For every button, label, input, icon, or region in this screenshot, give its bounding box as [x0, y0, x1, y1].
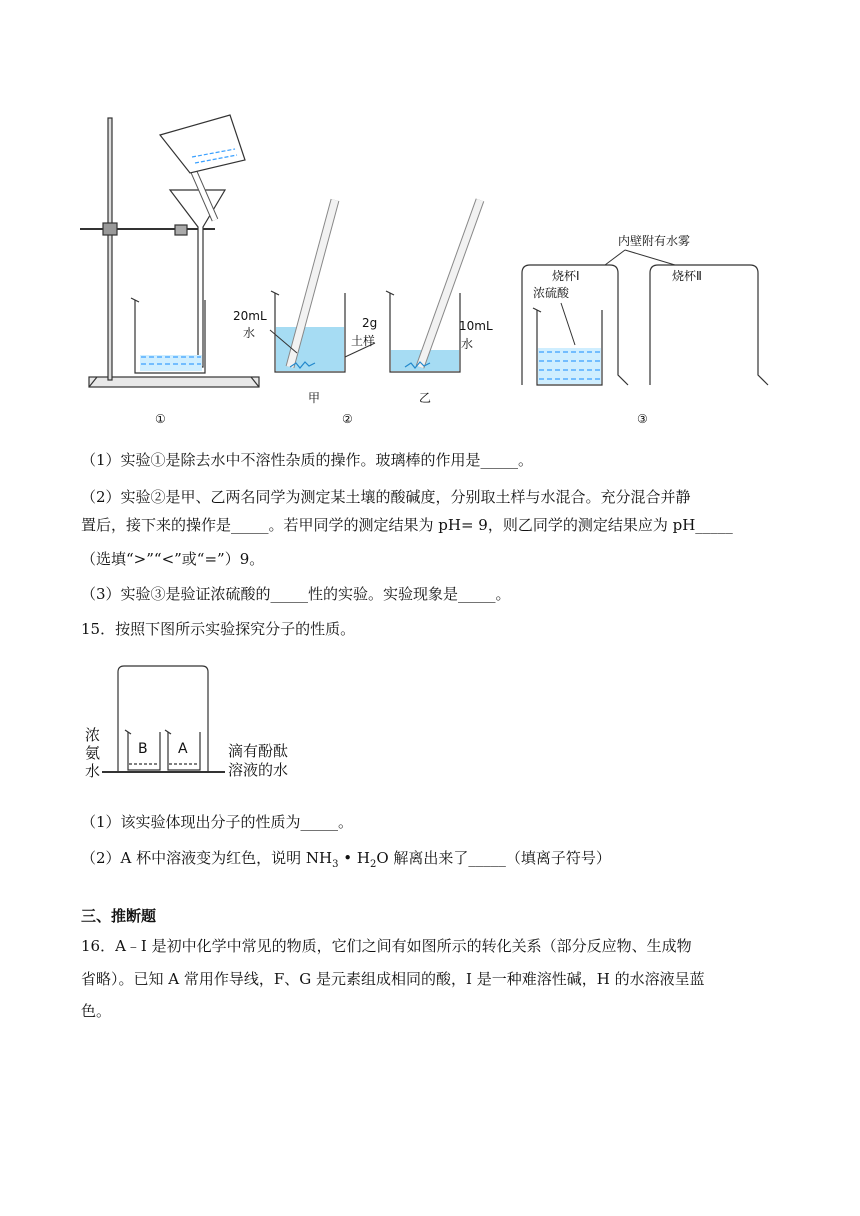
label-soil: 土样	[351, 334, 376, 348]
label-exp2: ②	[342, 412, 353, 426]
label-water10-amount: 10mL	[459, 319, 493, 333]
label-water10-unit: 水	[461, 337, 474, 351]
q15-part2-sub2: 2	[369, 859, 377, 870]
q14-part2-line2: 置后，接下来的操作是_____。若甲同学的测定结果为 pH= 9，则乙同学的测定结果应为 pH_____	[81, 516, 733, 534]
q14-part2-line3: （选填“>”“<”或“=”）9。	[81, 550, 265, 568]
q15-part2-post: O 解离出来了_____（填离子符号）	[376, 849, 611, 867]
label-mist: 内壁附有水雾	[618, 234, 691, 248]
fig2-left-char3: 水	[85, 762, 101, 780]
q16-line3: 色。	[81, 1002, 112, 1020]
q15-title: 15．按照下图所示实验探究分子的性质。	[81, 620, 356, 638]
q14-part2-line1: （2）实验②是甲、乙两名同学为测定某土壤的酸碱度，分别取土样与水混合。充分混合并静	[81, 488, 691, 506]
label-water20-unit: 水	[243, 326, 256, 340]
q15-part1: （1）该实验体现出分子的性质为_____。	[81, 813, 354, 831]
q15-part2-sub1: 3	[332, 859, 339, 870]
q16-line1: 16．A﹣I 是初中化学中常见的物质，它们之间有如图所示的转化关系（部分反应物、生成物	[81, 937, 692, 955]
fig2-left-char2: 氨	[85, 744, 101, 762]
fig2-beaker-B: B	[138, 741, 148, 757]
q14-part1: （1）实验①是除去水中不溶性杂质的操作。玻璃棒的作用是_____。	[81, 451, 534, 469]
label-beaker1: 烧杯Ⅰ	[552, 269, 580, 283]
label-beaker2: 烧杯Ⅱ	[672, 269, 702, 283]
label-water20-amount: 20mL	[233, 309, 267, 323]
fig2-right-line2: 溶液的水	[228, 761, 289, 779]
q14-part3: （3）实验③是验证浓硫酸的_____性的实验。实验现象是_____。	[81, 585, 511, 603]
experiment-figure-2	[80, 660, 310, 785]
label-exp3: ③	[637, 412, 648, 426]
label-yi: 乙	[419, 391, 432, 405]
fig2-left-char1: 浓	[85, 726, 101, 744]
label-acid: 浓硫酸	[533, 286, 570, 300]
fig2-beaker-A: A	[178, 741, 188, 757]
fig2-right-line1: 滴有酚酞	[228, 742, 289, 760]
section-heading: 三、推断题	[81, 907, 157, 925]
label-soil-amount: 2g	[362, 316, 378, 330]
q15-part2	[81, 847, 611, 876]
label-jia: 甲	[308, 391, 321, 405]
q15-part2-mid: • H	[338, 849, 370, 867]
experiment-figure-1	[75, 105, 795, 430]
label-exp1: ①	[155, 412, 166, 426]
q15-part2-pre: （2）A 杯中溶液变为红色，说明 NH	[81, 849, 333, 867]
q16-line2: 省略）。已知 A 常用作导线，F、G 是元素组成相同的酸，I 是一种难溶性碱，H 的水溶液呈蓝	[81, 970, 705, 988]
